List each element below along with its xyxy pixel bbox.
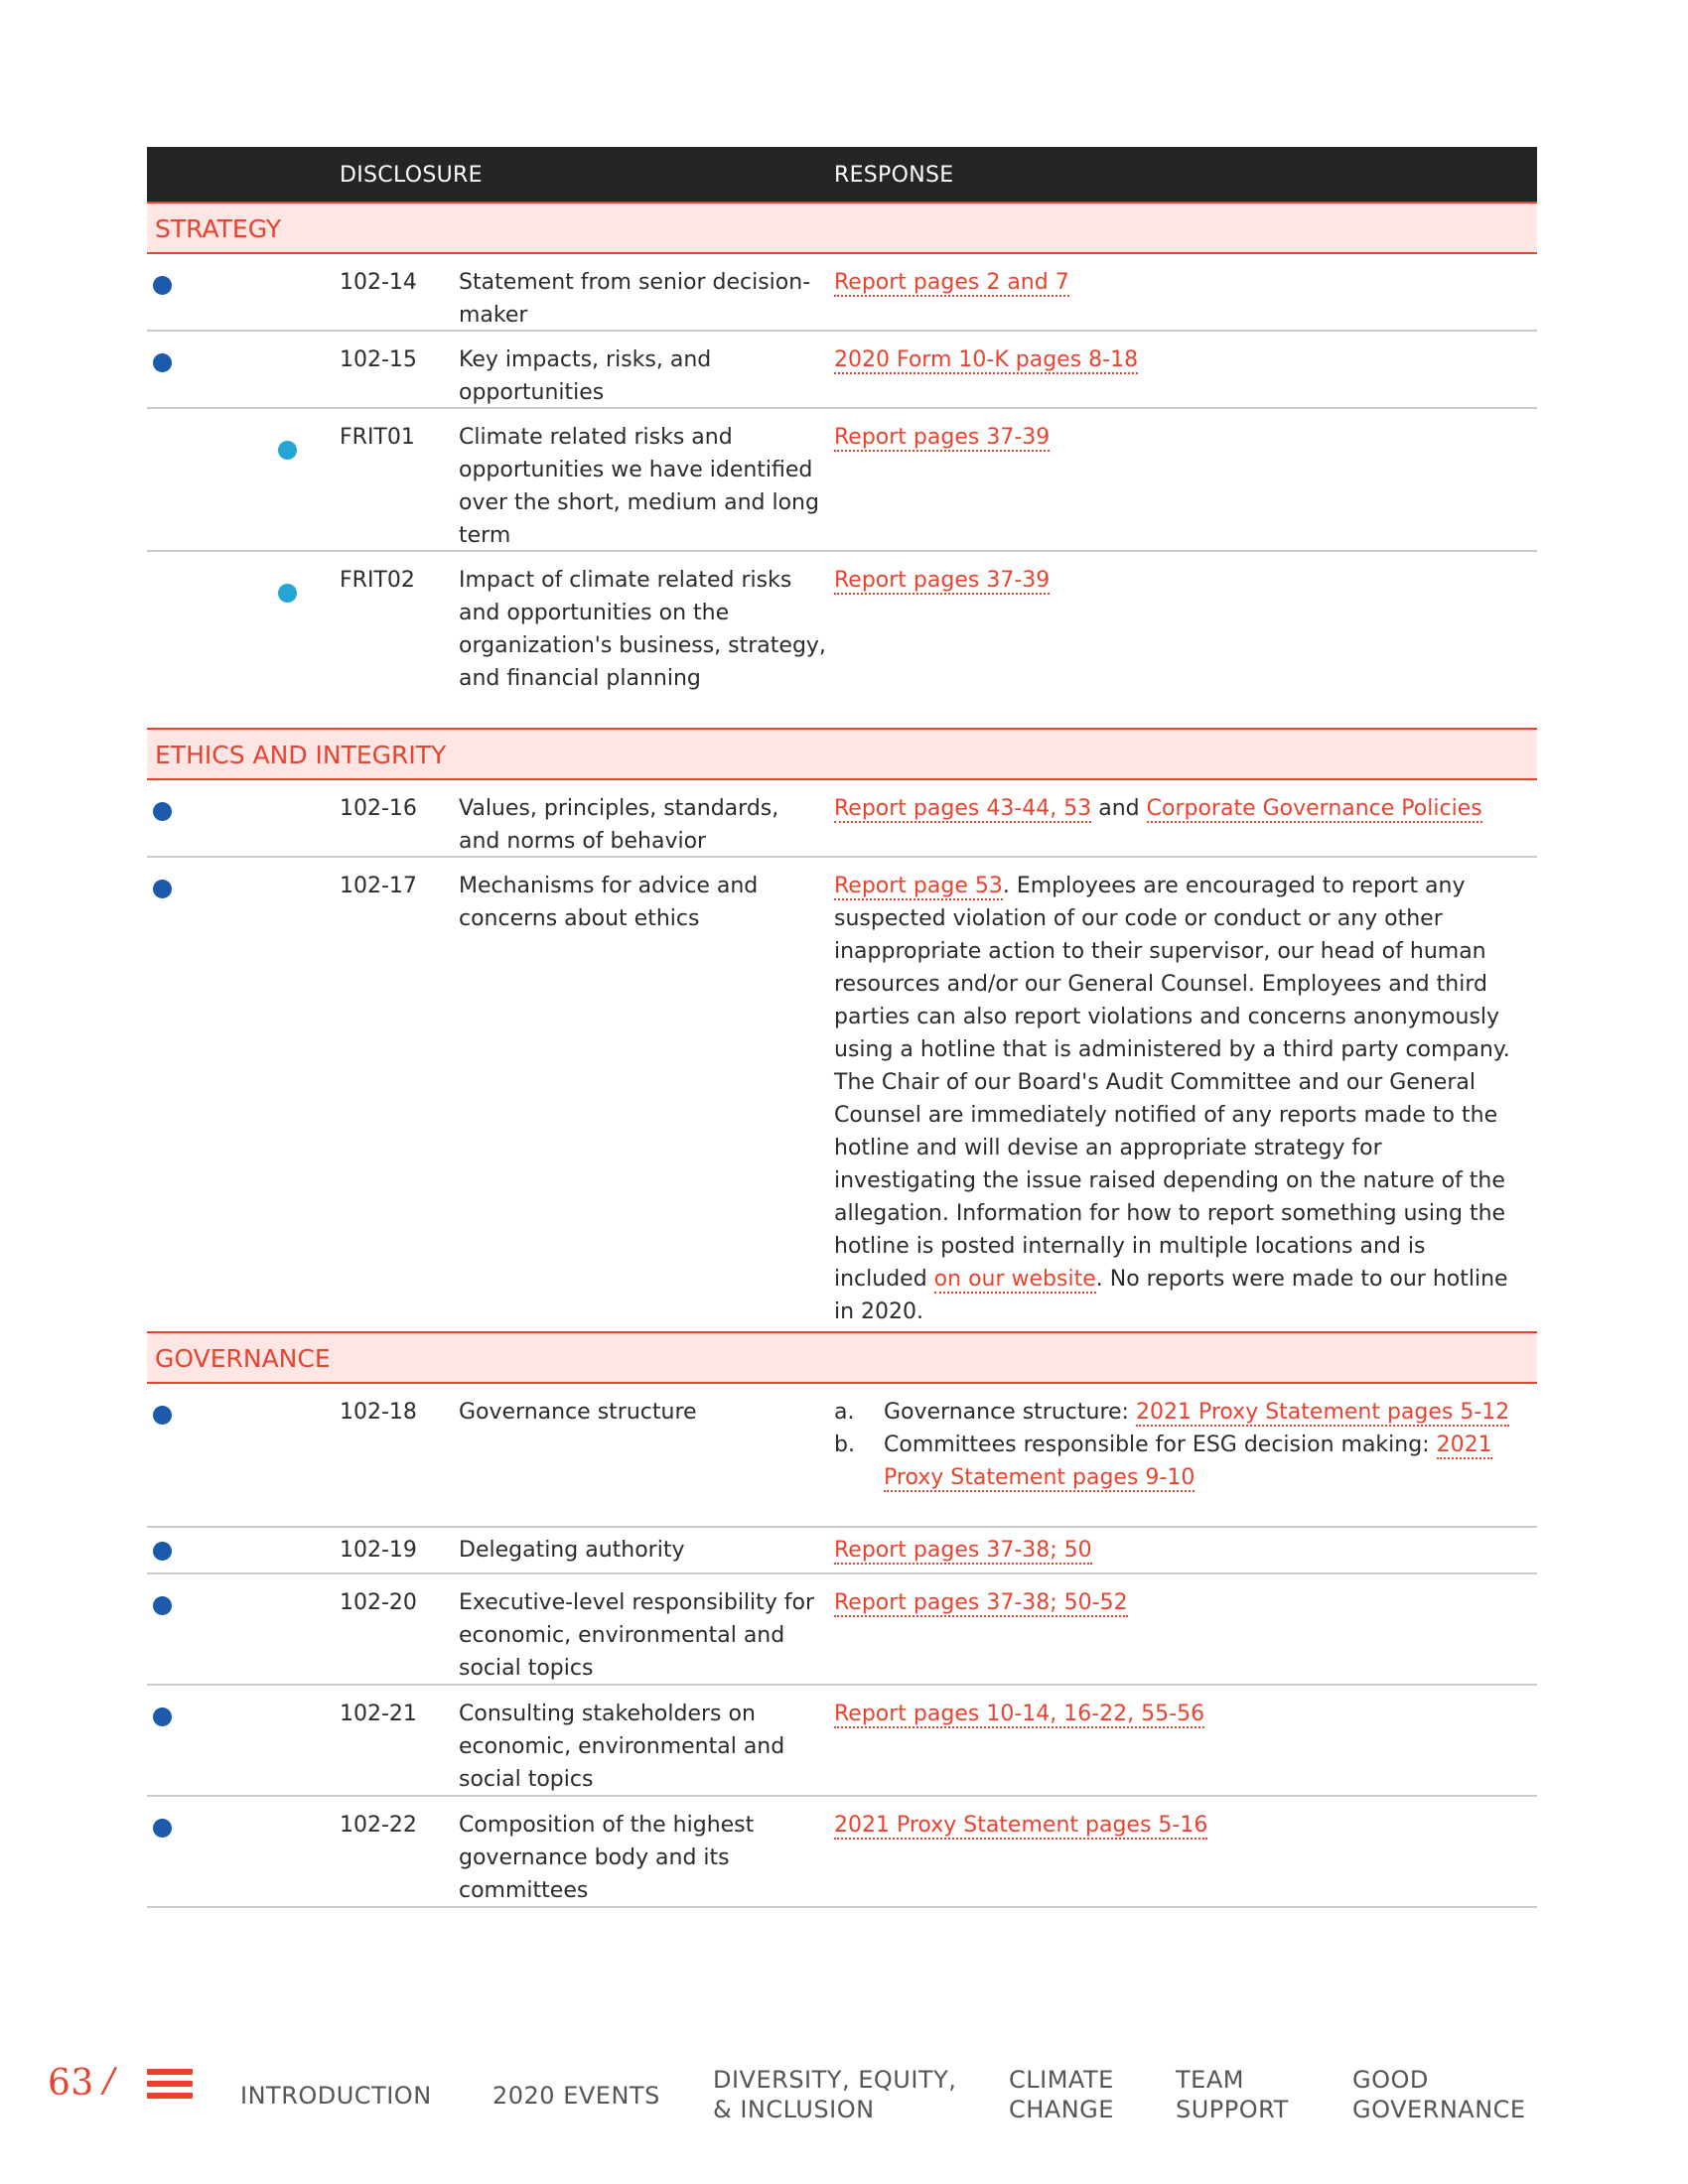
disclosure-title: Key impacts, risks, and opportunities	[459, 347, 712, 405]
gri-index-table	[147, 147, 1537, 1908]
response	[834, 1396, 1529, 1494]
table-header	[147, 147, 1537, 202]
disclosure-title: Delegating authority	[459, 1538, 685, 1563]
section-ethics	[147, 728, 1537, 780]
sector-disclosure-dot-icon	[278, 441, 297, 460]
core-disclosure-dot-icon	[153, 276, 172, 295]
nav-label: TEAM	[1176, 2066, 1244, 2094]
response-link[interactable]: Report page 53	[834, 874, 1003, 898]
core-disclosure-dot-icon	[153, 802, 172, 821]
nav-label: GOOD	[1352, 2066, 1429, 2094]
disclosure-title: Impact of climate related risks and opportunities on the organization's business, strategy, and financial planning	[459, 568, 826, 691]
nav-label: CLIMATE	[1009, 2066, 1114, 2094]
table-row	[147, 1528, 1537, 1574]
response-link[interactable]: Report pages 37-39	[834, 425, 1051, 450]
nav-dei[interactable]	[713, 2065, 956, 2124]
response-link[interactable]: Corporate Governance Policies	[1146, 796, 1482, 821]
nav-2020-events[interactable]: 2020 EVENTS	[492, 2082, 660, 2110]
core-disclosure-dot-icon	[153, 1406, 172, 1425]
table-row	[147, 552, 1537, 728]
response-link[interactable]: Report pages 37-38; 50	[834, 1538, 1092, 1563]
core-disclosure-dot-icon	[153, 1707, 172, 1726]
response	[834, 421, 1529, 454]
page-slash: /	[103, 2061, 115, 2101]
response-link[interactable]: 2021 Proxy Statement pages 5-12	[1135, 1400, 1510, 1425]
nav-label: SUPPORT	[1176, 2096, 1289, 2123]
disclosure-title: Climate related risks and opportunities we have identified over the short, medium and long term	[459, 425, 819, 548]
table-row	[147, 1384, 1537, 1528]
disclosure-title: Consulting stakeholders on economic, environmental and social topics	[459, 1702, 785, 1792]
disclosure-code: 102-22	[340, 1813, 417, 1838]
nav-team-support[interactable]	[1176, 2065, 1289, 2124]
response	[834, 1809, 1529, 1842]
sector-disclosure-dot-icon	[278, 584, 297, 603]
section-title: GOVERNANCE	[155, 1344, 331, 1373]
response	[834, 266, 1529, 299]
response	[834, 792, 1529, 825]
response	[834, 343, 1529, 376]
response-link[interactable]: on our website	[933, 1267, 1096, 1292]
response-link[interactable]: Report pages 43-44, 53	[834, 796, 1092, 821]
table-row	[147, 332, 1537, 409]
response-header: RESPONSE	[834, 163, 954, 188]
response-text: . Employees are encouraged to report any suspected violation of our code or conduct or any other inappropriate action to their supervisor, our head of human resources and/or our General Counsel. Employees and third parties can also report violations and concerns anonymously using a hotline that is administered by a third party company. The Chair of our Board's Audit Committee and our General Counsel are immediately notified of any reports made to the hotline and will devise an appropriate strategy for investigating the issue raised depending on the nature of the allegation. Information for how to report something using the hotline is posted internally in multiple locations and is included	[834, 874, 1510, 1292]
response-text: Committees responsible for ESG decision making:	[884, 1433, 1437, 1457]
nav-good-governance[interactable]	[1352, 2065, 1526, 2124]
disclosure-code: 102-16	[340, 796, 417, 821]
disclosure-title: Executive-level responsibility for economic, environmental and social topics	[459, 1590, 815, 1681]
table-row	[147, 1574, 1537, 1686]
section-title: STRATEGY	[155, 214, 282, 243]
disclosure-title: Statement from senior decision-maker	[459, 270, 811, 328]
table-row	[147, 1797, 1537, 1908]
response-text: . No reports were made to our hotline in 2020.	[834, 1267, 1508, 1324]
response	[834, 870, 1519, 1328]
section-title: ETHICS AND INTEGRITY	[155, 741, 447, 769]
disclosure-code: 102-14	[340, 270, 417, 295]
list-marker: a.	[834, 1400, 855, 1425]
table-row	[147, 409, 1537, 552]
nav-label: & INCLUSION	[713, 2096, 875, 2123]
disclosure-title: Governance structure	[459, 1400, 697, 1425]
disclosure-title: Composition of the highest governance body and its committees	[459, 1813, 755, 1903]
response	[834, 564, 1529, 597]
page-number: 63	[48, 2063, 94, 2104]
response-link[interactable]: Report pages 37-38; 50-52	[834, 1590, 1128, 1615]
disclosure-code: 102-17	[340, 874, 417, 898]
response-text: Governance structure:	[884, 1400, 1136, 1425]
section-strategy	[147, 202, 1537, 254]
disclosure-code: 102-21	[340, 1702, 417, 1726]
disclosure-code: 102-15	[340, 347, 417, 372]
core-disclosure-dot-icon	[153, 880, 172, 898]
nav-label: DIVERSITY, EQUITY,	[713, 2066, 957, 2094]
core-disclosure-dot-icon	[153, 1596, 172, 1615]
core-disclosure-dot-icon	[153, 1819, 172, 1838]
disclosure-code: 102-18	[340, 1400, 417, 1425]
response-link[interactable]: Report pages 2 and 7	[834, 270, 1069, 295]
hamburger-menu-icon[interactable]	[147, 2069, 193, 2103]
disclosure-code: FRIT02	[340, 568, 415, 593]
response-link[interactable]: Report pages 37-39	[834, 568, 1051, 593]
footer-nav	[0, 2035, 1688, 2134]
core-disclosure-dot-icon	[153, 353, 172, 372]
nav-climate-change[interactable]	[1009, 2065, 1114, 2124]
response-link[interactable]: 2020 Form 10-K pages 8-18	[834, 347, 1139, 372]
list-marker: b.	[834, 1433, 855, 1457]
table-row	[147, 780, 1537, 858]
list-item	[834, 1396, 1529, 1429]
response-link[interactable]: 2021 Proxy Statement pages 9-10	[884, 1433, 1492, 1490]
response	[834, 1534, 1529, 1567]
list-item	[834, 1429, 1529, 1494]
disclosure-title: Mechanisms for advice and concerns about ethics	[459, 874, 759, 931]
nav-label: GOVERNANCE	[1352, 2096, 1526, 2123]
disclosure-code: 102-20	[340, 1590, 417, 1615]
response-link[interactable]: Report pages 10-14, 16-22, 55-56	[834, 1702, 1205, 1726]
table-row	[147, 858, 1537, 1331]
section-governance	[147, 1331, 1537, 1384]
response-link[interactable]: 2021 Proxy Statement pages 5-16	[834, 1813, 1208, 1838]
table-row	[147, 1686, 1537, 1797]
disclosure-title: Values, principles, standards, and norms of behavior	[459, 796, 779, 854]
disclosure-code: FRIT01	[340, 425, 415, 450]
table-row	[147, 254, 1537, 332]
response-text: and	[1091, 796, 1147, 821]
nav-introduction[interactable]: INTRODUCTION	[240, 2082, 432, 2110]
disclosure-header: DISCLOSURE	[340, 163, 483, 188]
disclosure-code: 102-19	[340, 1538, 417, 1563]
nav-label: CHANGE	[1009, 2096, 1114, 2123]
response	[834, 1586, 1529, 1619]
response	[834, 1698, 1529, 1730]
core-disclosure-dot-icon	[153, 1542, 172, 1561]
